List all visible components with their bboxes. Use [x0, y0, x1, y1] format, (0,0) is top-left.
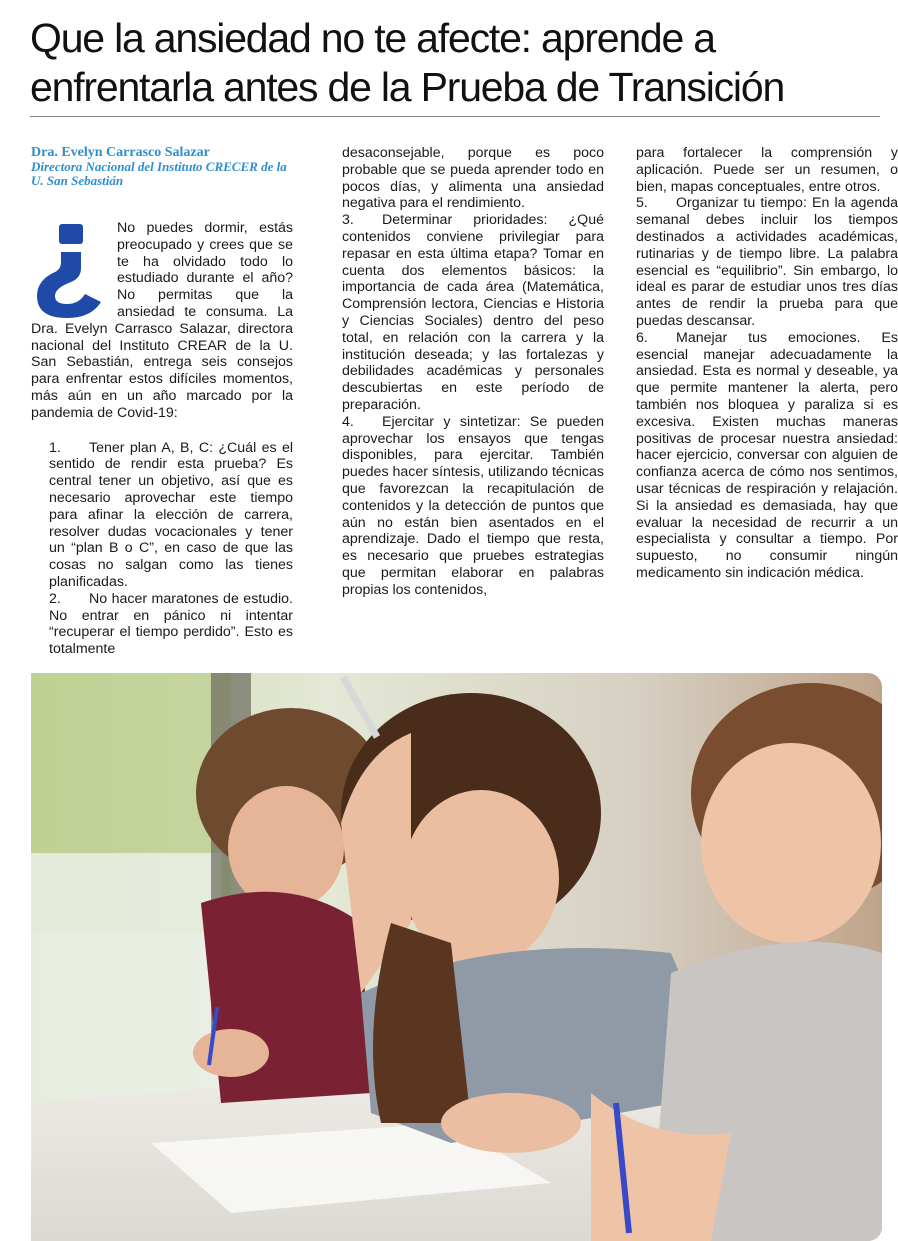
inverted-question-mark-icon [31, 222, 111, 318]
article-title: Que la ansiedad no te afecte: aprende a enfrentarla antes de la Prueba de Transición [30, 15, 785, 110]
article-intro: No puedes dormir, estás preocupado y crees que se te ha olvidado todo lo estudiado durante el año? No permitas que la ansiedad te consuma. La Dra. Evelyn Carrasco Salazar, directora nacional del Instituto CREAR de la U. San Sebastián, entrega seis consejos para enfrentar estos difíciles momentos, más aún en un año marcado por la pandemia de Covid-19: [31, 220, 293, 421]
advice-item-3: 3. Determinar prioridades: ¿Qué contenidos conviene privilegiar para repasar en esta última etapa? Tomar en cuenta dos elementos básicos: la importancia de cada área (Matemática, Comprensión lectora, Ciencias e Historia y Ciencias Sociales) dentro del peso total, en relación con la carrera y la institución deseada; y las fortalezas y debilidades académicas y personales descubiertas en este período de preparación. [342, 212, 604, 413]
advice-list-part-1 [31, 440, 293, 658]
students-exam-photo [31, 673, 882, 1241]
advice-item-4-continued: para fortalecer la comprensión y aplicación. Puede ser un resumen, o bien, mapas conceptuales, entre otros. [636, 145, 898, 195]
advice-item-2: 2. No hacer maratones de estudio. No entrar en pánico ni intentar “recuperar el tiempo perdido”. Esto es totalmente [49, 590, 293, 658]
advice-item-1: 1. Tener plan A, B, C: ¿Cuál es el sentido de rendir esta prueba? Es central tener un objetivo, así que es necesario aprovechar este tiempo para afinar la elección de carrera, resolver dudas vocacionales y tener un “plan B o C”, en caso de que las cosas no salgan como las tienes planificadas. [49, 439, 293, 590]
column-1 [31, 145, 293, 658]
photo-illustration [31, 673, 882, 1241]
advice-item-6: 6. Manejar tus emociones. Es esencial manejar adecuadamente la ansiedad. Esta es normal y deseable, ya que permite mantener la alerta, pero también nos bloquea y paraliza si es excesiva. Existen muchas maneras positivas de procesar nuestra ansiedad: hacer ejercicio, conversar con alguien de confianza acerca de cómo nos sentimos, usar técnicas de respiración y relajación. Si la ansiedad es demasiada, hay que evaluar la necesidad de recurrir a un especialista y consultar a tiempo. Por supuesto, no consumir ningún medicamento sin indicación médica. [636, 329, 898, 581]
advice-item-5: 5. Organizar tu tiempo: En la agenda semanal debes incluir los tiempos destinados a actividades académicas, rutinarias y de tiempo libre. La palabra esencial es “equilibrio”. Sin embargo, lo ideal es parar de estudiar unos tres días antes de rendir la prueba para que puedas descansar. [636, 195, 898, 329]
author-name: Dra. Evelyn Carrasco Salazar [31, 145, 210, 160]
author-role: Directora Nacional del Instituto CRECER de la U. San Sebastián [31, 159, 287, 188]
title-divider [30, 116, 880, 117]
column-2 [342, 145, 604, 599]
advice-item-4: 4. Ejercitar y sintetizar: Se pueden aprovechar los ensayos que tengas disponibles, para ejercitar. También puedes hacer síntesis, utilizando técnicas que favorezcan la recapitulación de contenidos y la detección de puntos que aún no están bien asentados en el aprendizaje. Dado el tiempo que resta, es necesario que pruebes estrategias que permitan elaborar en palabras propias los contenidos, [342, 413, 604, 598]
column-3 [636, 145, 898, 582]
advice-item-2-continued: desaconsejable, porque es poco probable que se pueda aprender todo en pocos días, y alimenta una ansiedad negativa para el rendimiento. [342, 145, 604, 212]
